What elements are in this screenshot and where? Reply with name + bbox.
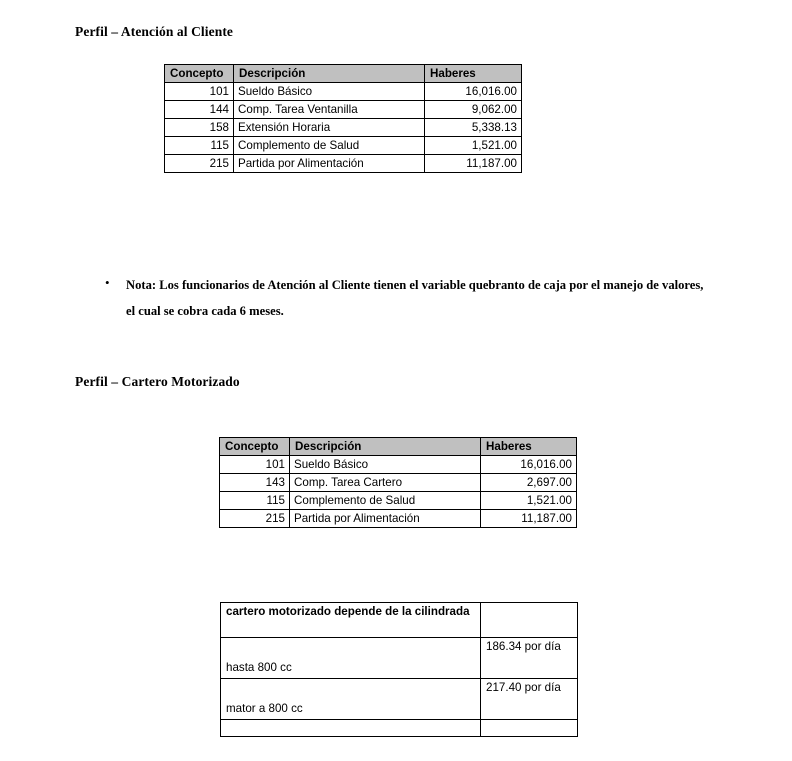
cell-haberes: 5,338.13 [425,119,522,137]
column-header-concepto: Concepto [220,438,290,456]
cell-cilindrada-title-value [481,603,578,638]
table-row [220,510,577,528]
note-text: Nota: Los funcionarios de Atención al Cliente tienen el variable quebranto de caja por el manejo de valores, el cual se cobra cada 6 meses. [126,278,704,318]
cell-concepto: 101 [165,83,234,101]
cell-concepto: 215 [165,155,234,173]
cell-descripcion: Comp. Tarea Cartero [290,474,481,492]
table-row [220,474,577,492]
cell-haberes: 2,697.00 [481,474,577,492]
cell-haberes: 9,062.00 [425,101,522,119]
section-heading-cartero-motorizado: Perfil – Cartero Motorizado [75,374,240,389]
table-row [165,83,522,101]
cell-descripcion: Complemento de Salud [290,492,481,510]
table-perfil-cartero-motorizado [219,437,577,528]
cell-cilindrada-label: hasta 800 cc [221,638,481,679]
table-row [165,155,522,173]
table-row [220,492,577,510]
cell-cilindrada-title: cartero motorizado depende de la cilindrada [221,603,481,638]
cell-cilindrada-value: 217.40 por día [481,679,578,720]
cell-cilindrada-label [221,720,481,737]
cell-descripcion: Comp. Tarea Ventanilla [234,101,425,119]
table-row-title [221,603,578,638]
table-header-row [220,438,577,456]
table-header-row [165,65,522,83]
cell-concepto: 101 [220,456,290,474]
table-row [165,119,522,137]
table-cilindrada [220,602,578,737]
cell-haberes: 11,187.00 [481,510,577,528]
bullet-icon: • [105,275,110,290]
cell-concepto: 115 [220,492,290,510]
cell-haberes: 16,016.00 [481,456,577,474]
table-row [220,456,577,474]
cell-descripcion: Partida por Alimentación [290,510,481,528]
table-row [221,679,578,720]
cell-cilindrada-value [481,720,578,737]
table-row [165,137,522,155]
table-row-empty [221,720,578,737]
cell-cilindrada-label: mator a 800 cc [221,679,481,720]
cell-descripcion: Complemento de Salud [234,137,425,155]
cell-concepto: 143 [220,474,290,492]
column-header-descripcion: Descripción [234,65,425,83]
list-item [100,272,712,324]
cell-concepto: 158 [165,119,234,137]
note-block [100,272,712,324]
cell-concepto: 115 [165,137,234,155]
cell-haberes: 1,521.00 [481,492,577,510]
column-header-descripcion: Descripción [290,438,481,456]
cell-cilindrada-value: 186.34 por día [481,638,578,679]
cell-descripcion: Sueldo Básico [234,83,425,101]
table-row [221,638,578,679]
section-heading-atencion-al-cliente: Perfil – Atención al Cliente [75,24,234,39]
column-header-haberes: Haberes [425,65,522,83]
cell-haberes: 16,016.00 [425,83,522,101]
cell-concepto: 144 [165,101,234,119]
cell-descripcion: Sueldo Básico [290,456,481,474]
table-perfil-atencion-al-cliente [164,64,522,173]
column-header-concepto: Concepto [165,65,234,83]
cell-haberes: 11,187.00 [425,155,522,173]
column-header-haberes: Haberes [481,438,577,456]
cell-concepto: 215 [220,510,290,528]
cell-descripcion: Extensión Horaria [234,119,425,137]
cell-descripcion: Partida por Alimentación [234,155,425,173]
table-row [165,101,522,119]
cell-haberes: 1,521.00 [425,137,522,155]
